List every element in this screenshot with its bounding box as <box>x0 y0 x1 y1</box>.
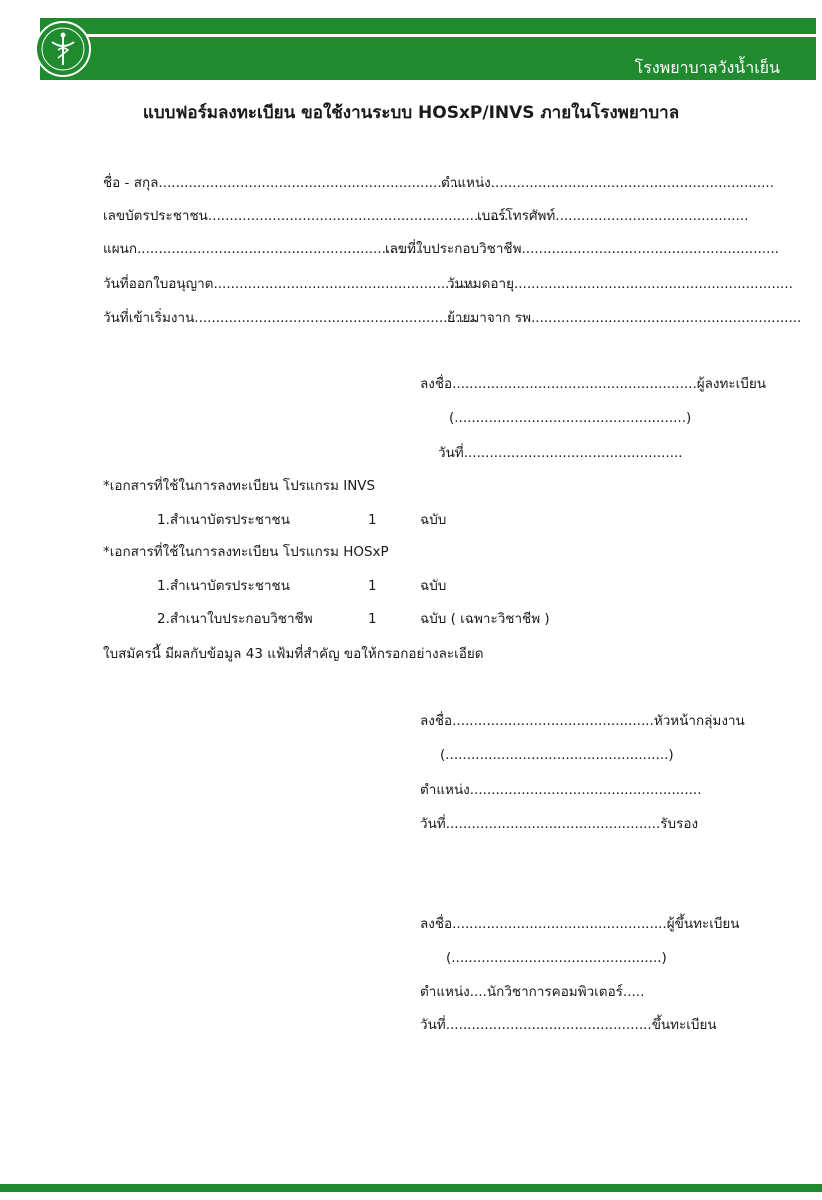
field-transfer-from: ย้ายมาจาก รพ............................................................... <box>447 310 802 326</box>
hosxp-doc-item-unit: ฉบับ <box>420 578 447 594</box>
footer-band <box>0 1184 822 1192</box>
field-start-date: วันที่เข้าเริ่มงาน.................................................................. <box>103 310 478 326</box>
hosxp-doc-item-qty: 1 <box>368 611 377 627</box>
invs-doc-item-unit: ฉบับ <box>420 512 447 528</box>
registrant-signature: ลงชื่อ.........................................................ผู้ลงทะเบียน <box>420 376 766 392</box>
field-position: ตำแหน่ง.................................................................. <box>441 175 774 191</box>
field-department: แผนก.................................................................. <box>103 241 421 257</box>
registrar-signature: ลงชื่อ..................................................ผู้ขึ้นทะเบียน <box>420 916 740 932</box>
supervisor-date: วันที่..................................................รับรอง <box>420 816 699 832</box>
supervisor-name-paren: (....................................................) <box>440 747 674 763</box>
hospital-name: โรงพยาบาลวังน้ำเย็น <box>634 58 780 77</box>
registrant-date: วันที่................................................... <box>438 445 683 461</box>
field-expiry-date: วันหมดอายุ................................................................. <box>447 276 793 292</box>
supervisor-signature: ลงชื่อ...............................................หัวหน้ากลุ่มงาน <box>420 713 745 729</box>
field-id-card: เลขบัตรประชาชน...................................................................... <box>103 208 509 224</box>
hosxp-docs-heading: *เอกสารที่ใช้ในการลงทะเบียน โปรแกรม HOSxP <box>103 544 389 560</box>
hosxp-doc-item-qty: 1 <box>368 578 377 594</box>
hosxp-doc-item-name: 1.สำเนาบัตรประชาชน <box>157 578 290 594</box>
header-divider <box>40 34 816 37</box>
form-note: ใบสมัครนี้ มีผลกับข้อมูล 43 แฟ้มที่สำคัญ ขอให้กรอกอย่างละเอียด <box>103 646 484 662</box>
field-license-no: เลขที่ใบประกอบวิชาชีพ............................................................ <box>385 241 779 257</box>
form-title: แบบฟอร์มลงทะเบียน ขอใช้งานระบบ HOSxP/INVS ภายในโรงพยาบาล <box>142 103 680 123</box>
field-name: ชื่อ - สกุล....................................................................... <box>103 175 464 191</box>
invs-docs-heading: *เอกสารที่ใช้ในการลงทะเบียน โปรแกรม INVS <box>103 478 376 494</box>
field-phone: เบอร์โทรศัพท์............................................. <box>477 208 749 224</box>
invs-doc-item-qty: 1 <box>368 512 377 528</box>
field-issue-date: วันที่ออกใบอนุญาต............................................................. <box>103 276 476 292</box>
hosxp-doc-item-name: 2.สำเนาใบประกอบวิชาชีพ <box>157 611 313 627</box>
hosxp-doc-item-unit: ฉบับ ( เฉพาะวิชาชีพ ) <box>420 611 550 627</box>
registrant-name-paren: (......................................................) <box>449 410 692 426</box>
ministry-of-public-health-seal-icon <box>34 20 92 78</box>
invs-doc-item-name: 1.สำเนาบัตรประชาชน <box>157 512 290 528</box>
supervisor-position: ตำแหน่ง...................................................... <box>420 782 702 798</box>
registrar-position: ตำแหน่ง....นักวิชาการคอมพิวเตอร์..... <box>420 984 645 1000</box>
registrar-date: วันที่................................................ขึ้นทะเบียน <box>420 1017 717 1033</box>
registrar-name-paren: (.................................................) <box>446 950 667 966</box>
